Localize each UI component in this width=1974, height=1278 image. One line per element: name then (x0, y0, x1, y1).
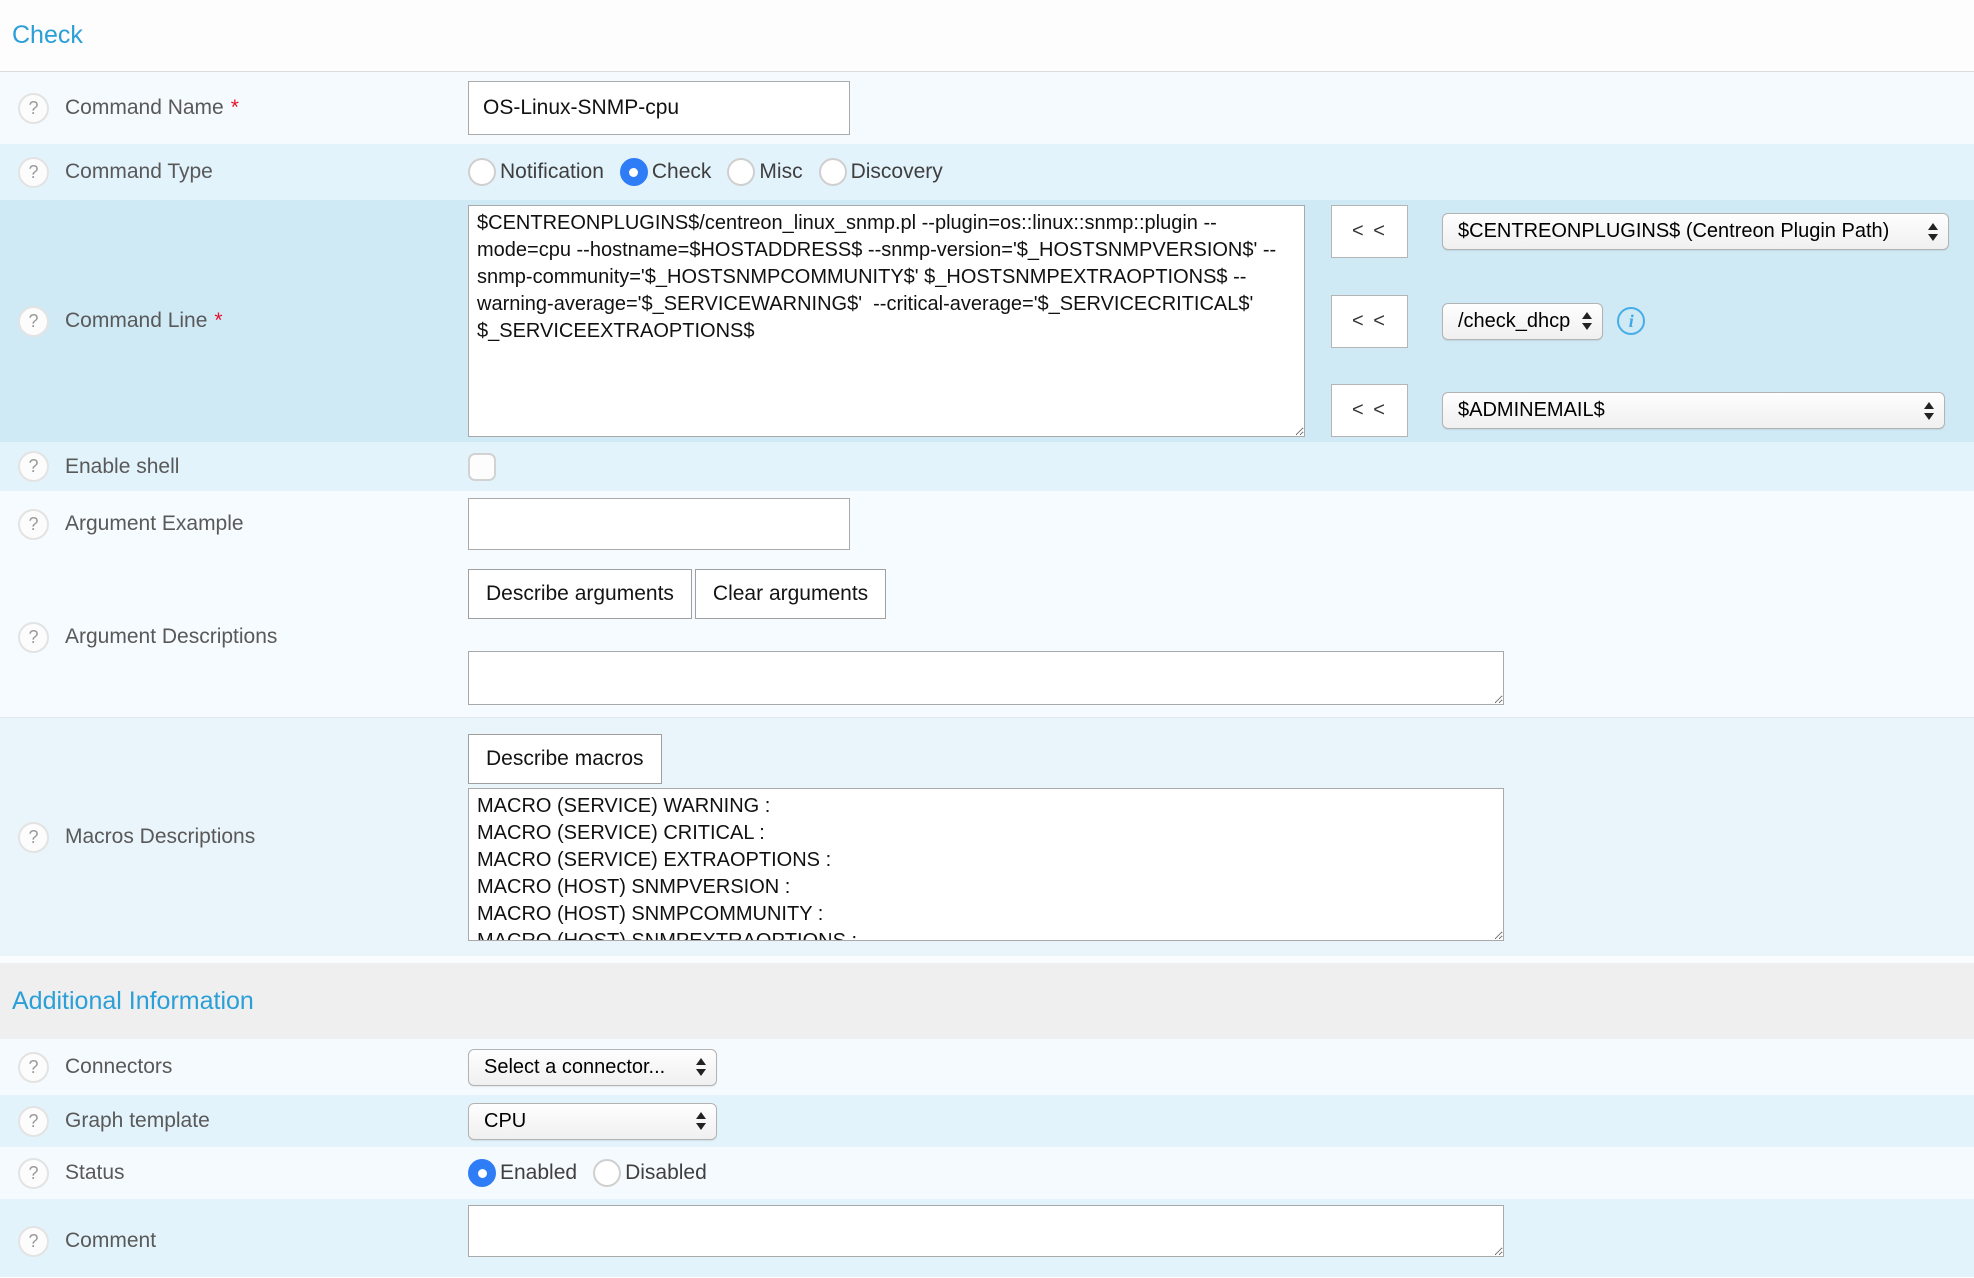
row-connectors (0, 1039, 1974, 1095)
row-comment (0, 1199, 1974, 1277)
help-icon[interactable]: ? (18, 157, 49, 188)
field-label-argument-example: Argument Example (65, 512, 244, 535)
radio-option-check[interactable]: Check (620, 158, 712, 186)
argument-example-input[interactable] (468, 498, 850, 550)
insert-plugin-path-button[interactable]: < < (1331, 205, 1408, 258)
field-label-macros-descriptions: Macros Descriptions (65, 825, 256, 848)
field-label-argument-descriptions: Argument Descriptions (65, 625, 278, 648)
command-name-input[interactable] (468, 81, 850, 135)
field-label-command-type: Command Type (65, 160, 213, 183)
radio-option-misc[interactable]: Misc (727, 158, 802, 186)
help-icon[interactable]: ? (18, 1106, 49, 1137)
help-icon[interactable]: ? (18, 509, 49, 540)
dropdown-arrows-icon (1928, 223, 1938, 241)
radio-selected-icon (468, 1159, 496, 1187)
required-marker: * (214, 309, 223, 332)
required-marker: * (230, 96, 239, 119)
radio-option-notification[interactable]: Notification (468, 158, 604, 186)
section-header-additional-information (0, 963, 1974, 1039)
describe-macros-button[interactable]: Describe macros (468, 734, 662, 784)
info-icon[interactable]: i (1617, 307, 1645, 335)
radio-icon (727, 158, 755, 186)
section-title-additional-information: Additional Information (12, 986, 254, 1015)
argument-descriptions-textarea[interactable] (468, 651, 1504, 705)
graph-template-select[interactable]: CPU (468, 1103, 717, 1140)
help-icon[interactable]: ? (18, 1052, 49, 1083)
section-header-check (0, 0, 1974, 72)
insert-check-command-button[interactable]: < < (1331, 295, 1408, 348)
clear-arguments-button[interactable]: Clear arguments (695, 569, 886, 619)
enable-shell-checkbox[interactable] (468, 453, 496, 481)
command-line-textarea[interactable] (468, 205, 1305, 437)
section-title-check: Check (12, 21, 83, 49)
help-icon[interactable]: ? (18, 822, 49, 853)
describe-arguments-button[interactable]: Describe arguments (468, 569, 692, 619)
connectors-select[interactable]: Select a connector... (468, 1049, 717, 1086)
field-label-enable-shell: Enable shell (65, 454, 180, 478)
help-icon[interactable]: ? (18, 1158, 49, 1189)
section-divider (0, 956, 1974, 963)
plugin-path-select[interactable]: $CENTREONPLUGINS$ (Centreon Plugin Path) (1442, 213, 1949, 250)
dropdown-arrows-icon (696, 1112, 706, 1130)
radio-icon (593, 1159, 621, 1187)
radio-option-disabled[interactable]: Disabled (593, 1159, 707, 1187)
field-label-status: Status (65, 1161, 125, 1184)
row-argument-descriptions (0, 557, 1974, 717)
status-radio-group (468, 1159, 723, 1187)
comment-textarea[interactable] (468, 1205, 1504, 1257)
row-command-name (0, 72, 1974, 144)
radio-option-enabled[interactable]: Enabled (468, 1159, 577, 1187)
row-enable-shell (0, 442, 1974, 491)
dropdown-arrows-icon (1582, 312, 1592, 330)
macro-select[interactable]: $ADMINEMAIL$ (1442, 392, 1945, 429)
help-icon[interactable]: ? (18, 451, 49, 482)
field-label-connectors: Connectors (65, 1055, 173, 1078)
radio-icon (819, 158, 847, 186)
row-command-line (0, 200, 1974, 442)
help-icon[interactable]: ? (18, 306, 49, 337)
row-command-type (0, 144, 1974, 200)
help-icon[interactable]: ? (18, 1226, 49, 1257)
check-command-select[interactable]: /check_dhcp (1442, 303, 1603, 340)
command-type-radio-group (468, 158, 959, 186)
insert-macro-button[interactable]: < < (1331, 384, 1408, 437)
row-status (0, 1147, 1974, 1199)
macro-insert-helpers (1331, 205, 1949, 437)
help-icon[interactable]: ? (18, 93, 49, 124)
row-graph-template (0, 1095, 1974, 1147)
field-label-command-line: Command Line (65, 309, 208, 332)
row-macros-descriptions (0, 717, 1974, 956)
dropdown-arrows-icon (696, 1058, 706, 1076)
radio-selected-icon (620, 158, 648, 186)
macros-descriptions-textarea[interactable] (468, 788, 1504, 941)
field-label-command-name: Command Name (65, 96, 224, 119)
dropdown-arrows-icon (1924, 402, 1934, 420)
radio-icon (468, 158, 496, 186)
row-argument-example (0, 491, 1974, 557)
field-label-graph-template: Graph template (65, 1109, 210, 1132)
field-label-comment: Comment (65, 1229, 157, 1252)
radio-option-discovery[interactable]: Discovery (819, 158, 943, 186)
help-icon[interactable]: ? (18, 622, 49, 653)
